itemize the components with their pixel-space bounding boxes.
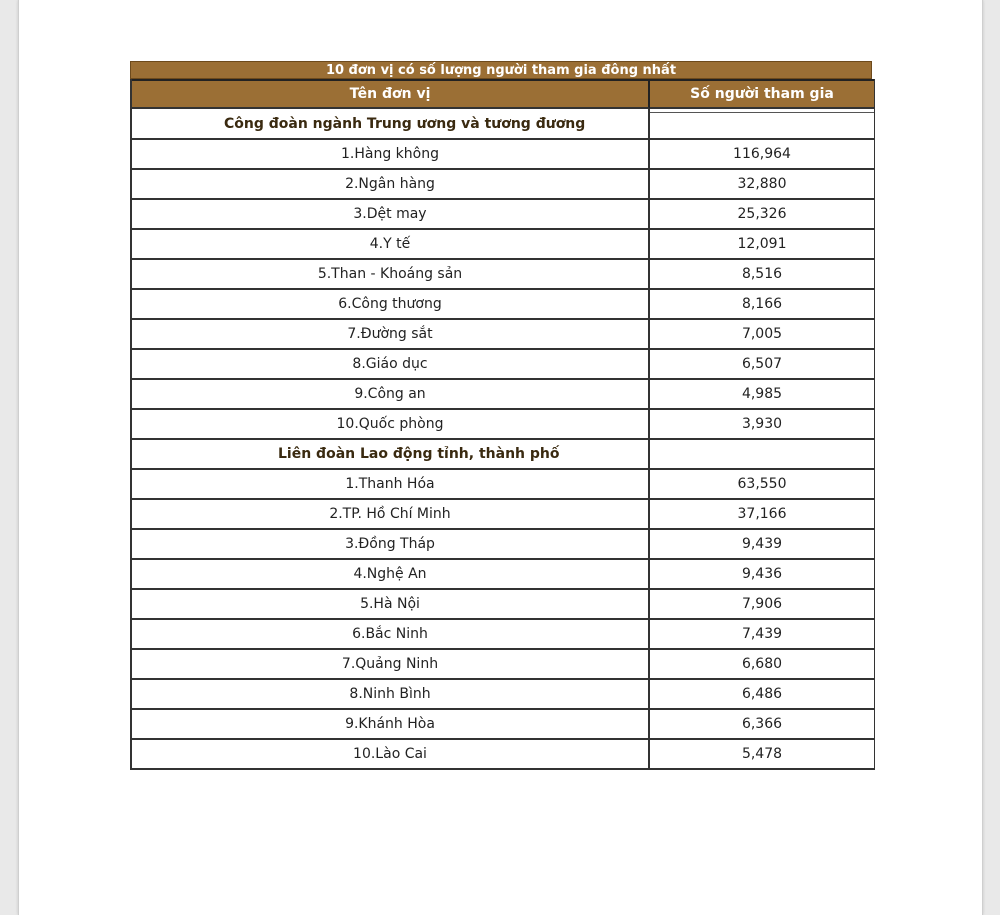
unit-name-cell: 10.Quốc phòng bbox=[132, 410, 650, 440]
table-row bbox=[132, 470, 874, 500]
unit-name-cell: 9.Công an bbox=[132, 380, 650, 410]
table-row bbox=[132, 170, 874, 200]
unit-name-cell: 9.Khánh Hòa bbox=[132, 710, 650, 740]
table-row bbox=[132, 500, 874, 530]
section-label: Liên đoàn Lao động tỉnh, thành phố bbox=[278, 446, 560, 462]
section-label-cell bbox=[132, 109, 650, 140]
participants-cell: 12,091 bbox=[650, 230, 874, 260]
table-row bbox=[132, 260, 874, 290]
unit-name-cell: 1.Thanh Hóa bbox=[132, 470, 650, 500]
header-row bbox=[132, 79, 874, 109]
section-row bbox=[132, 440, 874, 470]
participants-cell: 6,486 bbox=[650, 680, 874, 710]
unit-name-cell: 7.Đường sắt bbox=[132, 320, 650, 350]
table-row bbox=[132, 140, 874, 170]
participants-cell: 9,436 bbox=[650, 560, 874, 590]
section-value-cell bbox=[650, 440, 874, 470]
participants-cell: 25,326 bbox=[650, 200, 874, 230]
unit-name-cell: 4.Nghệ An bbox=[132, 560, 650, 590]
participants-cell: 6,680 bbox=[650, 650, 874, 680]
table-row bbox=[132, 350, 874, 380]
participants-cell: 63,550 bbox=[650, 470, 874, 500]
unit-name-cell: 2.Ngân hàng bbox=[132, 170, 650, 200]
table-row bbox=[132, 710, 874, 740]
unit-name-cell: 10.Lào Cai bbox=[132, 740, 650, 770]
unit-name-cell: 7.Quảng Ninh bbox=[132, 650, 650, 680]
table-row bbox=[132, 320, 874, 350]
table-row bbox=[132, 680, 874, 710]
unit-name-cell: 2.TP. Hồ Chí Minh bbox=[132, 500, 650, 530]
participants-cell: 4,985 bbox=[650, 380, 874, 410]
data-table bbox=[130, 79, 875, 770]
unit-name-cell: 3.Đồng Tháp bbox=[132, 530, 650, 560]
participants-cell: 9,439 bbox=[650, 530, 874, 560]
table-row bbox=[132, 620, 874, 650]
header-unit-name: Tên đơn vị bbox=[132, 79, 650, 109]
unit-name-cell: 3.Dệt may bbox=[132, 200, 650, 230]
participants-cell: 7,906 bbox=[650, 590, 874, 620]
section-row bbox=[132, 109, 874, 140]
table-row bbox=[132, 590, 874, 620]
participants-cell: 7,005 bbox=[650, 320, 874, 350]
table-row bbox=[132, 410, 874, 440]
table-row bbox=[132, 230, 874, 260]
participants-cell: 8,516 bbox=[650, 260, 874, 290]
participants-table bbox=[130, 61, 872, 770]
table-row bbox=[132, 530, 874, 560]
unit-name-cell: 1.Hàng không bbox=[132, 140, 650, 170]
participants-cell: 3,930 bbox=[650, 410, 874, 440]
participants-cell: 8,166 bbox=[650, 290, 874, 320]
table-row bbox=[132, 560, 874, 590]
participants-cell: 5,478 bbox=[650, 740, 874, 770]
table-row bbox=[132, 200, 874, 230]
table-row bbox=[132, 650, 874, 680]
unit-name-cell: 6.Bắc Ninh bbox=[132, 620, 650, 650]
table-row bbox=[132, 740, 874, 770]
unit-name-cell: 5.Than - Khoáng sản bbox=[132, 260, 650, 290]
table-row bbox=[132, 380, 874, 410]
table-body bbox=[132, 109, 874, 770]
participants-cell: 6,507 bbox=[650, 350, 874, 380]
header-participants: Số người tham gia bbox=[650, 79, 874, 109]
participants-cell: 37,166 bbox=[650, 500, 874, 530]
participants-cell: 6,366 bbox=[650, 710, 874, 740]
participants-cell: 32,880 bbox=[650, 170, 874, 200]
unit-name-cell: 8.Giáo dục bbox=[132, 350, 650, 380]
unit-name-cell: 8.Ninh Bình bbox=[132, 680, 650, 710]
unit-name-cell: 5.Hà Nội bbox=[132, 590, 650, 620]
section-value-cell bbox=[650, 109, 874, 140]
unit-name-cell: 6.Công thương bbox=[132, 290, 650, 320]
unit-name-cell: 4.Y tế bbox=[132, 230, 650, 260]
participants-cell: 7,439 bbox=[650, 620, 874, 650]
table-row bbox=[132, 290, 874, 320]
section-label: Công đoàn ngành Trung ương và tương đương bbox=[224, 115, 586, 132]
table-title: 10 đơn vị có số lượng người tham gia đông nhất bbox=[130, 61, 872, 79]
document-page bbox=[18, 0, 983, 915]
section-label-cell bbox=[132, 440, 650, 470]
participants-cell: 116,964 bbox=[650, 140, 874, 170]
